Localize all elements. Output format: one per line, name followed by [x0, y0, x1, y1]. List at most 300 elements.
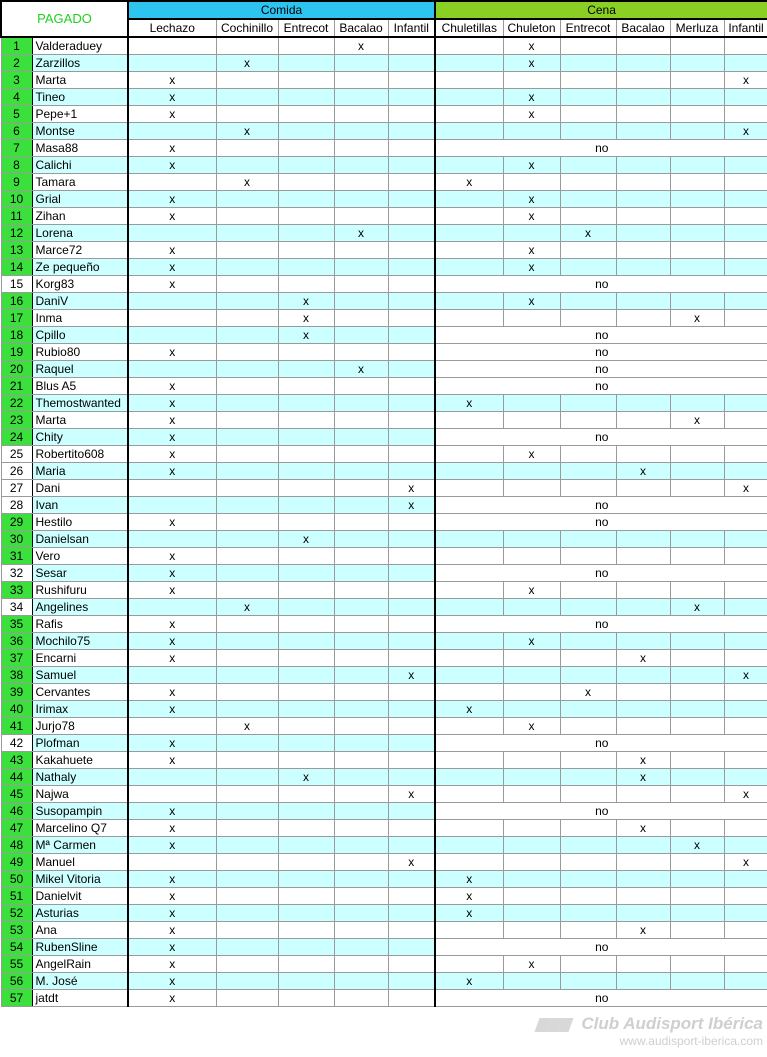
cell-comida[interactable] — [278, 208, 334, 225]
row-name[interactable]: Raquel — [32, 361, 128, 378]
cell-comida[interactable]: x — [128, 650, 216, 667]
cell-comida[interactable] — [128, 718, 216, 735]
cell-cena[interactable] — [503, 667, 560, 684]
cell-cena[interactable] — [670, 769, 724, 786]
cell-comida[interactable] — [216, 412, 278, 429]
cell-cena[interactable]: x — [435, 905, 503, 922]
cell-cena[interactable] — [670, 956, 724, 973]
cell-cena[interactable] — [503, 531, 560, 548]
cell-comida[interactable] — [334, 905, 388, 922]
cell-comida[interactable] — [216, 548, 278, 565]
cena-no[interactable]: no — [435, 378, 767, 395]
row-name[interactable]: Danielsan — [32, 531, 128, 548]
cell-comida[interactable]: x — [128, 429, 216, 446]
cell-cena[interactable] — [724, 582, 767, 599]
cell-cena[interactable]: x — [724, 123, 767, 140]
cell-cena[interactable] — [670, 684, 724, 701]
row-name[interactable]: Rafis — [32, 616, 128, 633]
cell-comida[interactable]: x — [388, 497, 435, 514]
cell-comida[interactable]: x — [278, 293, 334, 310]
cell-cena[interactable]: x — [670, 599, 724, 616]
cell-cena[interactable] — [616, 37, 670, 55]
cell-comida[interactable]: x — [128, 276, 216, 293]
cell-comida[interactable] — [388, 395, 435, 412]
cell-comida[interactable] — [388, 769, 435, 786]
cell-comida[interactable] — [388, 905, 435, 922]
cell-cena[interactable]: x — [724, 854, 767, 871]
row-name[interactable]: Ana — [32, 922, 128, 939]
cell-cena[interactable] — [724, 599, 767, 616]
cell-comida[interactable] — [334, 344, 388, 361]
cell-comida[interactable] — [388, 446, 435, 463]
cell-comida[interactable] — [388, 939, 435, 956]
cell-cena[interactable] — [435, 582, 503, 599]
cell-comida[interactable] — [334, 922, 388, 939]
cell-cena[interactable] — [435, 293, 503, 310]
row-name[interactable]: Jurjo78 — [32, 718, 128, 735]
cell-comida[interactable] — [216, 429, 278, 446]
cell-cena[interactable] — [616, 905, 670, 922]
cell-comida[interactable]: x — [128, 191, 216, 208]
cell-comida[interactable] — [388, 412, 435, 429]
cell-comida[interactable] — [388, 140, 435, 157]
cell-comida[interactable] — [128, 174, 216, 191]
cell-cena[interactable] — [724, 718, 767, 735]
cell-comida[interactable] — [278, 55, 334, 72]
cell-cena[interactable] — [503, 599, 560, 616]
cell-comida[interactable] — [278, 276, 334, 293]
cell-cena[interactable] — [435, 718, 503, 735]
cell-comida[interactable] — [278, 616, 334, 633]
row-name[interactable]: Inma — [32, 310, 128, 327]
cell-cena[interactable] — [560, 55, 616, 72]
row-name[interactable]: Rushifuru — [32, 582, 128, 599]
cell-comida[interactable] — [388, 276, 435, 293]
cell-comida[interactable] — [128, 769, 216, 786]
cell-cena[interactable] — [503, 701, 560, 718]
cell-cena[interactable]: x — [670, 837, 724, 854]
cell-cena[interactable] — [724, 888, 767, 905]
cell-cena[interactable] — [724, 55, 767, 72]
cell-comida[interactable] — [388, 89, 435, 106]
cell-cena[interactable] — [724, 37, 767, 55]
cell-comida[interactable] — [216, 871, 278, 888]
cell-cena[interactable] — [724, 956, 767, 973]
cell-comida[interactable] — [278, 37, 334, 55]
cell-cena[interactable]: x — [503, 89, 560, 106]
cell-cena[interactable] — [435, 446, 503, 463]
cell-comida[interactable] — [334, 72, 388, 89]
cell-comida[interactable] — [388, 871, 435, 888]
cell-comida[interactable] — [278, 667, 334, 684]
cell-cena[interactable] — [560, 259, 616, 276]
cell-cena[interactable]: x — [724, 667, 767, 684]
row-name[interactable]: Mª Carmen — [32, 837, 128, 854]
cell-comida[interactable]: x — [128, 701, 216, 718]
cell-comida[interactable] — [278, 429, 334, 446]
cell-cena[interactable] — [435, 55, 503, 72]
row-name[interactable]: Calichi — [32, 157, 128, 174]
cell-cena[interactable] — [435, 786, 503, 803]
cell-comida[interactable] — [216, 344, 278, 361]
cell-cena[interactable] — [435, 548, 503, 565]
cell-comida[interactable] — [388, 922, 435, 939]
cell-comida[interactable] — [278, 956, 334, 973]
cell-cena[interactable] — [560, 463, 616, 480]
cell-comida[interactable] — [334, 599, 388, 616]
cell-comida[interactable] — [216, 242, 278, 259]
cell-cena[interactable] — [616, 174, 670, 191]
cell-cena[interactable] — [724, 208, 767, 225]
cena-no[interactable]: no — [435, 344, 767, 361]
cell-comida[interactable] — [388, 327, 435, 344]
cell-cena[interactable]: x — [503, 37, 560, 55]
cell-cena[interactable] — [670, 667, 724, 684]
cell-cena[interactable] — [616, 310, 670, 327]
cell-comida[interactable] — [216, 633, 278, 650]
cell-cena[interactable]: x — [503, 191, 560, 208]
cell-cena[interactable] — [435, 106, 503, 123]
cell-cena[interactable]: x — [503, 582, 560, 599]
cell-cena[interactable] — [670, 820, 724, 837]
cell-cena[interactable]: x — [435, 174, 503, 191]
cell-cena[interactable]: x — [724, 72, 767, 89]
cell-comida[interactable]: x — [128, 990, 216, 1007]
cell-comida[interactable] — [216, 157, 278, 174]
cell-cena[interactable]: x — [503, 293, 560, 310]
cell-cena[interactable] — [616, 242, 670, 259]
cell-cena[interactable] — [616, 89, 670, 106]
cell-comida[interactable] — [216, 786, 278, 803]
row-name[interactable]: Angelines — [32, 599, 128, 616]
cell-cena[interactable] — [724, 820, 767, 837]
cell-comida[interactable]: x — [128, 446, 216, 463]
cell-cena[interactable] — [560, 242, 616, 259]
cell-cena[interactable] — [560, 106, 616, 123]
cell-comida[interactable] — [388, 242, 435, 259]
cell-cena[interactable] — [670, 548, 724, 565]
cell-comida[interactable] — [388, 616, 435, 633]
cell-cena[interactable] — [560, 531, 616, 548]
cell-comida[interactable] — [388, 225, 435, 242]
cell-comida[interactable] — [278, 480, 334, 497]
cell-cena[interactable] — [560, 310, 616, 327]
cell-comida[interactable] — [334, 412, 388, 429]
cell-comida[interactable] — [388, 514, 435, 531]
cell-comida[interactable]: x — [128, 344, 216, 361]
cell-comida[interactable] — [278, 922, 334, 939]
cell-comida[interactable] — [388, 106, 435, 123]
cell-comida[interactable] — [388, 174, 435, 191]
cell-comida[interactable] — [216, 531, 278, 548]
cell-comida[interactable]: x — [128, 208, 216, 225]
cell-cena[interactable] — [560, 718, 616, 735]
cell-comida[interactable]: x — [278, 531, 334, 548]
cena-no[interactable]: no — [435, 361, 767, 378]
cell-comida[interactable] — [216, 225, 278, 242]
cell-comida[interactable]: x — [128, 395, 216, 412]
cell-cena[interactable] — [560, 922, 616, 939]
cell-cena[interactable] — [670, 106, 724, 123]
cell-cena[interactable] — [560, 650, 616, 667]
cell-cena[interactable] — [616, 531, 670, 548]
cell-comida[interactable]: x — [388, 786, 435, 803]
cell-comida[interactable] — [216, 514, 278, 531]
row-name[interactable]: Pepe+1 — [32, 106, 128, 123]
cell-comida[interactable]: x — [128, 548, 216, 565]
cell-cena[interactable] — [670, 259, 724, 276]
cena-no[interactable]: no — [435, 735, 767, 752]
cell-cena[interactable] — [616, 667, 670, 684]
row-name[interactable]: Plofman — [32, 735, 128, 752]
cell-cena[interactable] — [670, 72, 724, 89]
cell-cena[interactable] — [616, 412, 670, 429]
cell-cena[interactable] — [670, 55, 724, 72]
cell-comida[interactable] — [388, 956, 435, 973]
row-name[interactable]: Grial — [32, 191, 128, 208]
cell-comida[interactable] — [216, 327, 278, 344]
row-name[interactable]: Chity — [32, 429, 128, 446]
cell-cena[interactable] — [616, 259, 670, 276]
cell-comida[interactable] — [334, 378, 388, 395]
cell-cena[interactable] — [503, 650, 560, 667]
row-name[interactable]: Maria — [32, 463, 128, 480]
cell-comida[interactable]: x — [128, 140, 216, 157]
cell-cena[interactable] — [560, 837, 616, 854]
cell-comida[interactable]: x — [128, 582, 216, 599]
cell-comida[interactable]: x — [128, 157, 216, 174]
row-name[interactable]: Tineo — [32, 89, 128, 106]
cell-cena[interactable] — [503, 854, 560, 871]
cell-cena[interactable]: x — [503, 55, 560, 72]
cell-cena[interactable] — [724, 837, 767, 854]
row-name[interactable]: Tamara — [32, 174, 128, 191]
cell-cena[interactable] — [560, 548, 616, 565]
cell-cena[interactable] — [724, 531, 767, 548]
cell-cena[interactable] — [560, 293, 616, 310]
cell-cena[interactable] — [724, 174, 767, 191]
cell-comida[interactable]: x — [388, 667, 435, 684]
cell-comida[interactable] — [216, 480, 278, 497]
row-name[interactable]: Manuel — [32, 854, 128, 871]
cell-cena[interactable] — [560, 89, 616, 106]
cell-comida[interactable] — [216, 72, 278, 89]
cell-cena[interactable] — [724, 242, 767, 259]
cell-cena[interactable] — [724, 395, 767, 412]
cell-cena[interactable] — [560, 667, 616, 684]
cell-cena[interactable] — [724, 463, 767, 480]
cell-cena[interactable] — [435, 531, 503, 548]
cell-cena[interactable]: x — [616, 922, 670, 939]
cell-comida[interactable] — [216, 735, 278, 752]
cell-cena[interactable] — [616, 633, 670, 650]
cell-comida[interactable] — [128, 55, 216, 72]
cell-cena[interactable] — [670, 718, 724, 735]
cell-comida[interactable] — [334, 582, 388, 599]
cell-comida[interactable] — [334, 123, 388, 140]
row-name[interactable]: Sesar — [32, 565, 128, 582]
cell-comida[interactable] — [216, 446, 278, 463]
row-name[interactable]: Dani — [32, 480, 128, 497]
cell-comida[interactable] — [388, 361, 435, 378]
cell-cena[interactable] — [560, 633, 616, 650]
cell-comida[interactable] — [278, 548, 334, 565]
cell-cena[interactable] — [724, 650, 767, 667]
cell-comida[interactable]: x — [216, 55, 278, 72]
row-name[interactable]: AngelRain — [32, 956, 128, 973]
cell-cena[interactable] — [670, 888, 724, 905]
cell-comida[interactable] — [128, 497, 216, 514]
cell-comida[interactable] — [334, 463, 388, 480]
cell-cena[interactable] — [435, 854, 503, 871]
cell-comida[interactable] — [388, 463, 435, 480]
row-name[interactable]: Masa88 — [32, 140, 128, 157]
cell-cena[interactable] — [435, 208, 503, 225]
cell-comida[interactable] — [128, 225, 216, 242]
cena-no[interactable]: no — [435, 990, 767, 1007]
cell-comida[interactable] — [216, 191, 278, 208]
cell-cena[interactable]: x — [616, 650, 670, 667]
cell-cena[interactable] — [724, 905, 767, 922]
cell-comida[interactable] — [278, 871, 334, 888]
row-name[interactable]: Montse — [32, 123, 128, 140]
cell-cena[interactable] — [670, 225, 724, 242]
cell-comida[interactable] — [334, 276, 388, 293]
cell-cena[interactable] — [616, 208, 670, 225]
cell-comida[interactable] — [278, 701, 334, 718]
cell-comida[interactable] — [334, 786, 388, 803]
cell-cena[interactable] — [503, 412, 560, 429]
cell-comida[interactable] — [388, 157, 435, 174]
cell-comida[interactable] — [216, 752, 278, 769]
cell-cena[interactable]: x — [616, 769, 670, 786]
cell-cena[interactable] — [724, 412, 767, 429]
cell-cena[interactable] — [503, 837, 560, 854]
row-name[interactable]: Kakahuete — [32, 752, 128, 769]
cell-comida[interactable]: x — [128, 905, 216, 922]
cell-comida[interactable] — [216, 276, 278, 293]
cell-comida[interactable]: x — [278, 310, 334, 327]
cell-comida[interactable] — [334, 769, 388, 786]
cell-comida[interactable] — [334, 803, 388, 820]
cell-comida[interactable] — [388, 208, 435, 225]
cell-cena[interactable]: x — [503, 157, 560, 174]
row-name[interactable]: Ze pequeño — [32, 259, 128, 276]
cell-cena[interactable]: x — [560, 684, 616, 701]
cell-cena[interactable] — [670, 157, 724, 174]
cell-comida[interactable] — [388, 55, 435, 72]
cell-cena[interactable] — [503, 225, 560, 242]
cell-cena[interactable] — [724, 922, 767, 939]
cell-cena[interactable] — [560, 191, 616, 208]
cell-comida[interactable] — [216, 361, 278, 378]
cell-cena[interactable] — [670, 786, 724, 803]
cell-cena[interactable]: x — [503, 259, 560, 276]
cell-cena[interactable] — [670, 123, 724, 140]
cell-comida[interactable] — [278, 735, 334, 752]
cell-comida[interactable] — [216, 89, 278, 106]
cell-cena[interactable] — [560, 786, 616, 803]
cell-cena[interactable] — [616, 191, 670, 208]
cell-cena[interactable] — [670, 208, 724, 225]
cell-cena[interactable] — [560, 395, 616, 412]
cell-cena[interactable]: x — [435, 973, 503, 990]
cell-comida[interactable] — [278, 633, 334, 650]
cell-cena[interactable]: x — [670, 412, 724, 429]
row-name[interactable]: Susopampin — [32, 803, 128, 820]
cell-cena[interactable] — [670, 973, 724, 990]
row-name[interactable]: Ivan — [32, 497, 128, 514]
cell-comida[interactable] — [388, 531, 435, 548]
cell-comida[interactable] — [388, 72, 435, 89]
cell-comida[interactable] — [278, 89, 334, 106]
cell-cena[interactable] — [616, 599, 670, 616]
cell-cena[interactable]: x — [503, 633, 560, 650]
cell-comida[interactable] — [388, 973, 435, 990]
cell-comida[interactable] — [216, 939, 278, 956]
cell-comida[interactable]: x — [216, 174, 278, 191]
cell-comida[interactable] — [334, 446, 388, 463]
cell-cena[interactable]: x — [503, 106, 560, 123]
cell-comida[interactable] — [334, 973, 388, 990]
cell-cena[interactable] — [670, 582, 724, 599]
cell-comida[interactable] — [334, 565, 388, 582]
cell-comida[interactable] — [278, 888, 334, 905]
row-name[interactable]: Vero — [32, 548, 128, 565]
cell-cena[interactable] — [560, 480, 616, 497]
cell-comida[interactable] — [334, 718, 388, 735]
cell-cena[interactable] — [435, 752, 503, 769]
cell-comida[interactable] — [334, 174, 388, 191]
cell-cena[interactable] — [616, 293, 670, 310]
cell-comida[interactable] — [216, 905, 278, 922]
cell-comida[interactable] — [334, 616, 388, 633]
cell-comida[interactable] — [388, 378, 435, 395]
cell-comida[interactable] — [334, 55, 388, 72]
cell-cena[interactable] — [724, 225, 767, 242]
cell-comida[interactable] — [216, 106, 278, 123]
row-name[interactable]: Rubio80 — [32, 344, 128, 361]
cell-comida[interactable]: x — [278, 769, 334, 786]
cell-comida[interactable] — [216, 650, 278, 667]
cell-comida[interactable] — [334, 106, 388, 123]
cell-comida[interactable] — [334, 854, 388, 871]
cell-comida[interactable] — [278, 990, 334, 1007]
cell-cena[interactable] — [724, 871, 767, 888]
cell-comida[interactable]: x — [128, 259, 216, 276]
cell-cena[interactable] — [503, 905, 560, 922]
cell-comida[interactable] — [388, 837, 435, 854]
cell-cena[interactable] — [560, 412, 616, 429]
cell-comida[interactable] — [334, 650, 388, 667]
cell-cena[interactable] — [560, 37, 616, 55]
cell-comida[interactable] — [278, 174, 334, 191]
cell-cena[interactable] — [616, 157, 670, 174]
cell-cena[interactable]: x — [503, 208, 560, 225]
cell-comida[interactable]: x — [128, 956, 216, 973]
cell-comida[interactable] — [388, 191, 435, 208]
cell-comida[interactable] — [128, 786, 216, 803]
cell-cena[interactable] — [435, 72, 503, 89]
cell-cena[interactable] — [616, 582, 670, 599]
cell-comida[interactable] — [278, 565, 334, 582]
cell-comida[interactable] — [278, 803, 334, 820]
cell-cena[interactable] — [670, 922, 724, 939]
cell-cena[interactable] — [503, 480, 560, 497]
cell-cena[interactable]: x — [616, 820, 670, 837]
cell-cena[interactable] — [560, 956, 616, 973]
cell-cena[interactable] — [560, 905, 616, 922]
